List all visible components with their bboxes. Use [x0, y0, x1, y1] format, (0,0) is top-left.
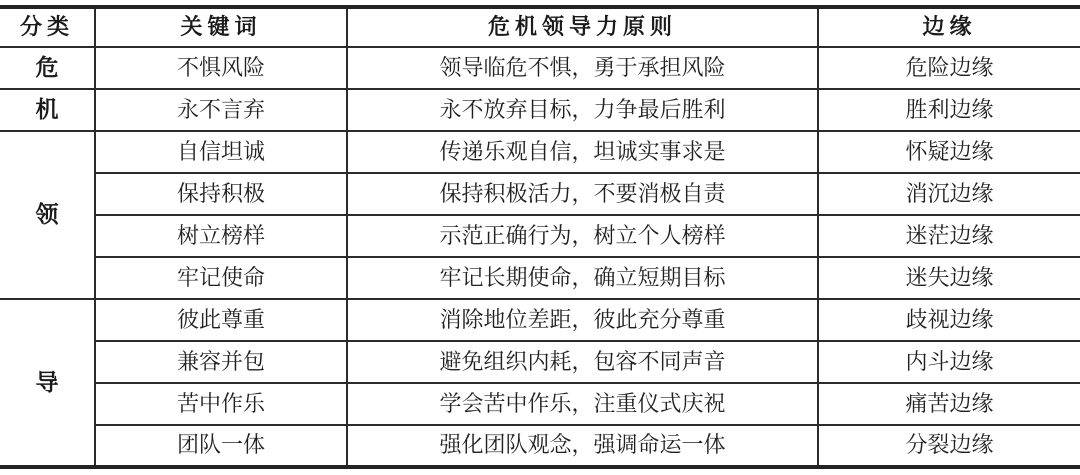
- principle-cell: 保持积极活力，不要消极自责: [347, 173, 818, 215]
- keyword-cell: 自信坦诚: [95, 131, 347, 173]
- edge-cell: 怀疑边缘: [818, 131, 1080, 173]
- keyword-cell: 兼容并包: [95, 341, 347, 383]
- category-cell: 导: [0, 299, 95, 467]
- edge-cell: 痛苦边缘: [818, 383, 1080, 425]
- principle-cell: 强化团队观念，强调命运一体: [347, 425, 818, 467]
- table-row: [0, 383, 1080, 425]
- principle-cell: 牢记长期使命，确立短期目标: [347, 257, 818, 299]
- principle-cell: 领导临危不惧，勇于承担风险: [347, 47, 818, 89]
- keyword-cell: 不惧风险: [95, 47, 347, 89]
- table-body: [0, 47, 1080, 467]
- keyword-cell: 团队一体: [95, 425, 347, 467]
- edge-cell: 内斗边缘: [818, 341, 1080, 383]
- table-row: [0, 47, 1080, 89]
- column-header-category: 分类: [0, 7, 95, 47]
- edge-cell: 迷失边缘: [818, 257, 1080, 299]
- principle-cell: 学会苦中作乐，注重仪式庆祝: [347, 383, 818, 425]
- edge-cell: 歧视边缘: [818, 299, 1080, 341]
- edge-cell: 分裂边缘: [818, 425, 1080, 467]
- column-header-principle: 危机领导力原则: [347, 7, 818, 47]
- table-header-row: [0, 7, 1080, 47]
- keyword-cell: 永不言弃: [95, 89, 347, 131]
- edge-cell: 胜利边缘: [818, 89, 1080, 131]
- principle-cell: 避免组织内耗，包容不同声音: [347, 341, 818, 383]
- column-header-keyword: 关键词: [95, 7, 347, 47]
- table-row: [0, 257, 1080, 299]
- principle-cell: 永不放弃目标，力争最后胜利: [347, 89, 818, 131]
- table-row: [0, 131, 1080, 173]
- edge-cell: 迷茫边缘: [818, 215, 1080, 257]
- edge-cell: 危险边缘: [818, 47, 1080, 89]
- table-row: [0, 173, 1080, 215]
- crisis-leadership-table: [0, 5, 1080, 469]
- principle-cell: 传递乐观自信，坦诚实事求是: [347, 131, 818, 173]
- keyword-cell: 保持积极: [95, 173, 347, 215]
- principle-cell: 消除地位差距，彼此充分尊重: [347, 299, 818, 341]
- table-row: [0, 215, 1080, 257]
- table-row: [0, 425, 1080, 467]
- table-row: [0, 341, 1080, 383]
- table-row: [0, 299, 1080, 341]
- category-cell: 危: [0, 47, 95, 89]
- edge-cell: 消沉边缘: [818, 173, 1080, 215]
- table-header: [0, 7, 1080, 47]
- principle-cell: 示范正确行为，树立个人榜样: [347, 215, 818, 257]
- category-cell: 领: [0, 131, 95, 299]
- keyword-cell: 苦中作乐: [95, 383, 347, 425]
- keyword-cell: 彼此尊重: [95, 299, 347, 341]
- keyword-cell: 树立榜样: [95, 215, 347, 257]
- table-row: [0, 89, 1080, 131]
- keyword-cell: 牢记使命: [95, 257, 347, 299]
- category-cell: 机: [0, 89, 95, 131]
- column-header-edge: 边缘: [818, 7, 1080, 47]
